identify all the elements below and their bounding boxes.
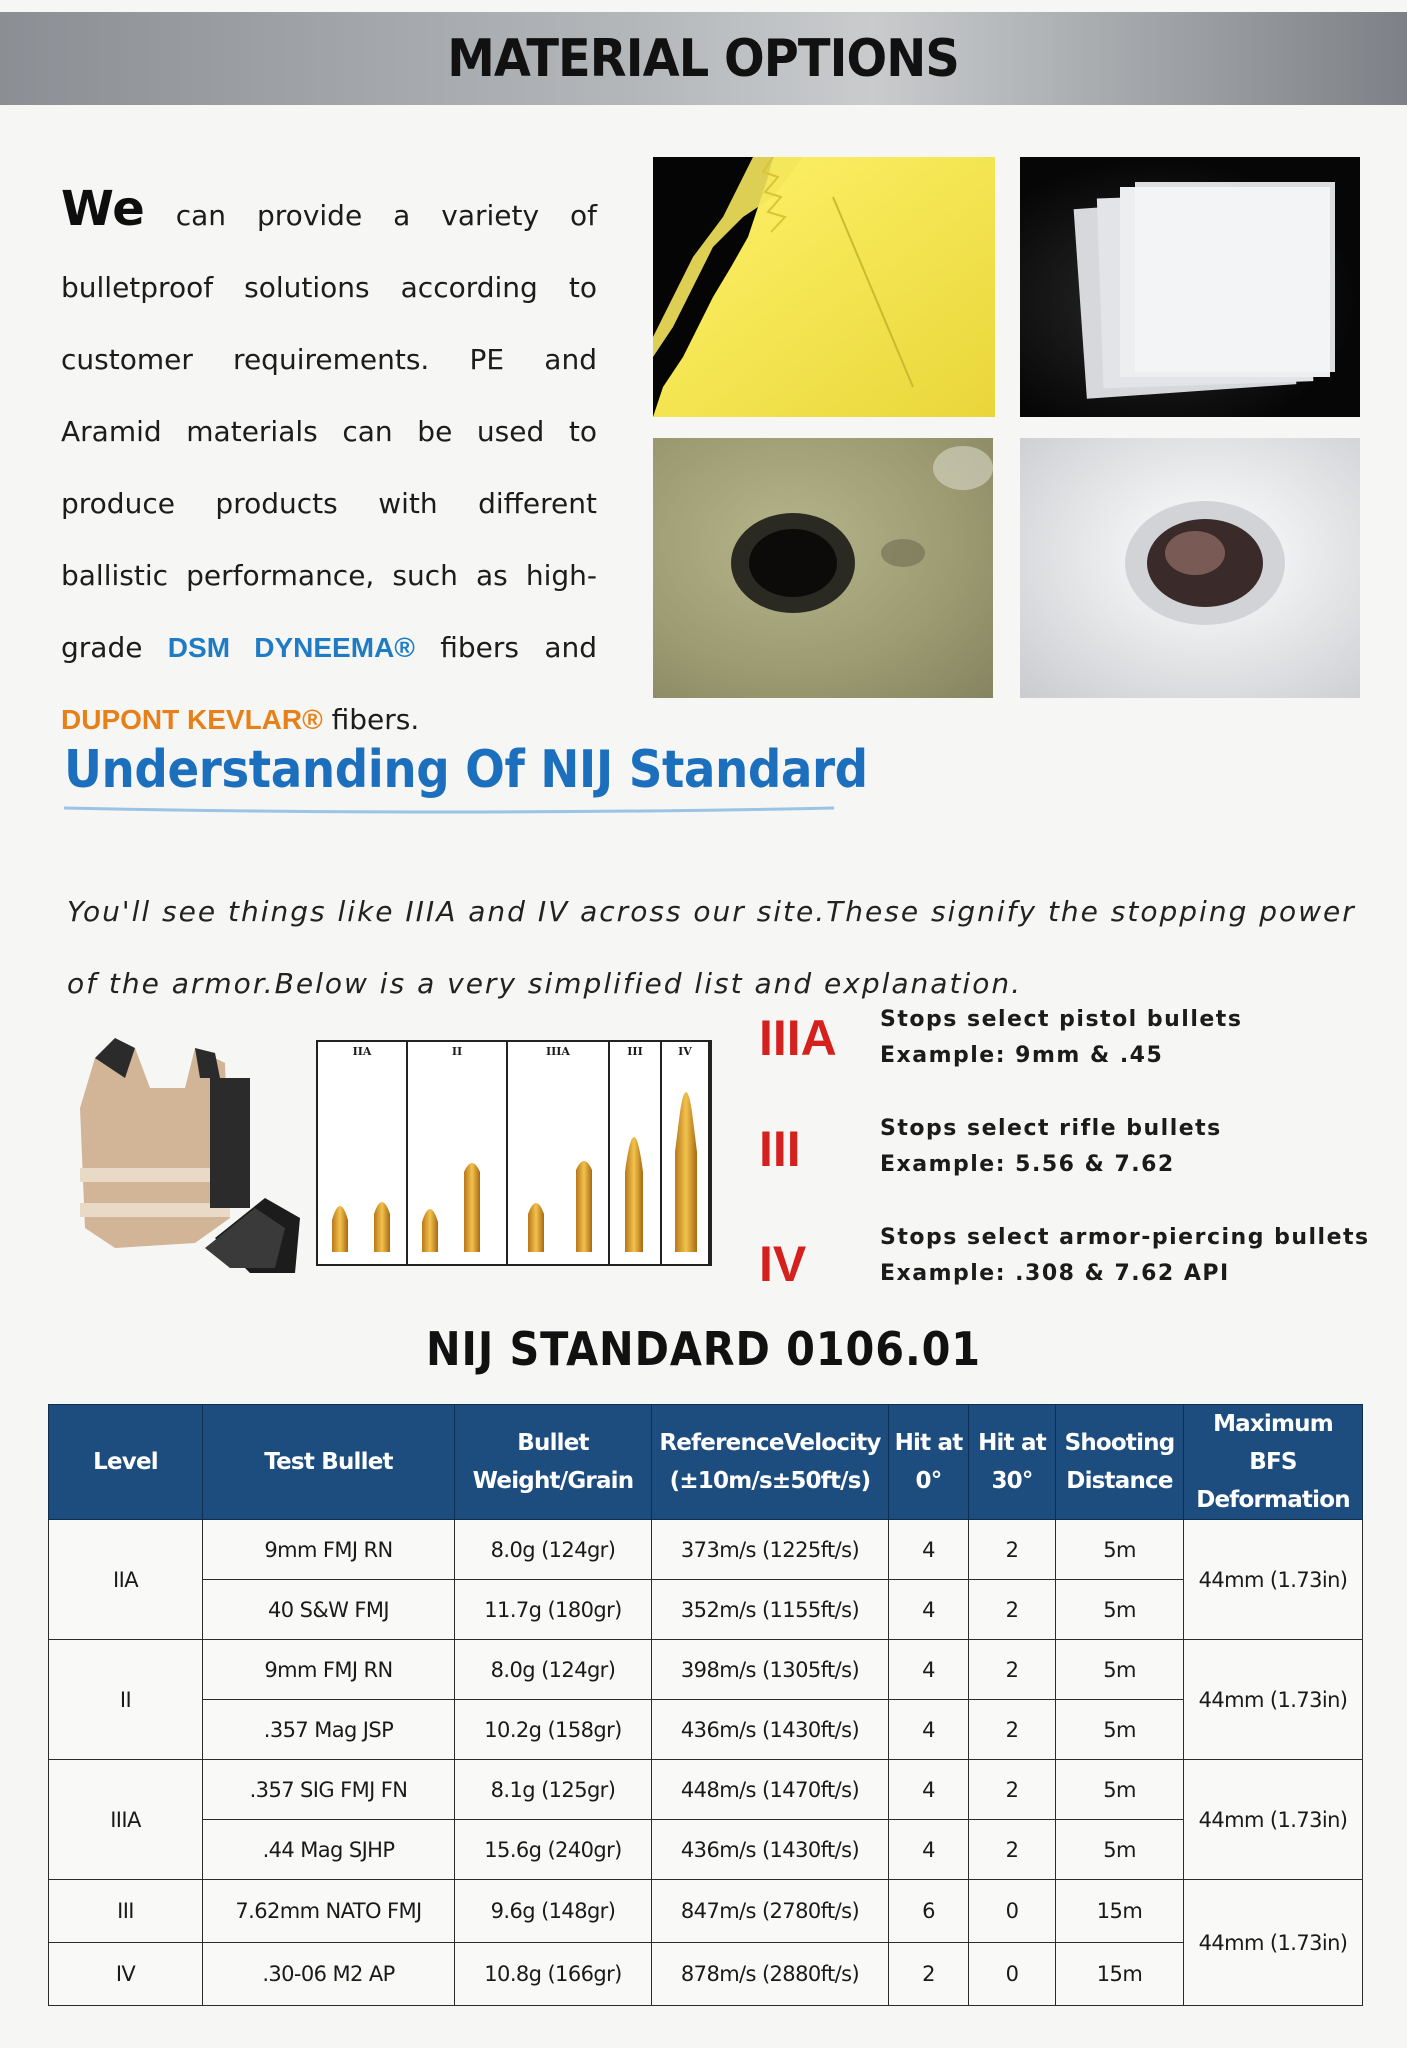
- velocity-cell: 436m/s (1430ft/s): [652, 1700, 889, 1760]
- hit30-cell: 2: [969, 1700, 1056, 1760]
- vest-illustration: [55, 1018, 305, 1278]
- intro-lead: We: [61, 181, 145, 237]
- bullet-cell: 7.62mm NATO FMJ: [203, 1880, 455, 1943]
- bullet-cell: .357 SIG FMJ FN: [203, 1760, 455, 1820]
- nij-standard-table: [48, 1404, 1363, 2006]
- weight-cell: 11.7g (180gr): [455, 1580, 652, 1640]
- weight-cell: 9.6g (148gr): [455, 1880, 652, 1943]
- velocity-cell: 847m/s (2780ft/s): [652, 1880, 889, 1943]
- weight-cell: 10.8g (166gr): [455, 1943, 652, 2006]
- intro-paragraph: [61, 173, 597, 756]
- header-hit-30: [969, 1405, 1056, 1520]
- table-row: [49, 1640, 1363, 1700]
- bullet-drawings: [318, 1042, 710, 1264]
- hit0-cell: 4: [889, 1580, 969, 1640]
- velocity-cell: 436m/s (1430ft/s): [652, 1820, 889, 1880]
- bullet-cell: 40 S&W FMJ: [203, 1580, 455, 1640]
- bullet-comparison-chart: [316, 1040, 712, 1266]
- header-label: Maximum BFS: [1213, 1411, 1333, 1475]
- distance-cell: 5m: [1056, 1520, 1184, 1580]
- pe-sheets-photo: [1020, 157, 1360, 417]
- page-title: MATERIAL OPTIONS: [447, 28, 960, 89]
- weight-cell: 10.2g (158gr): [455, 1700, 652, 1760]
- header-test-bullet: [203, 1405, 455, 1520]
- table-row: [49, 1760, 1363, 1820]
- velocity-cell: 398m/s (1305ft/s): [652, 1640, 889, 1700]
- hit30-cell: 0: [969, 1943, 1056, 2006]
- hit30-cell: 2: [969, 1640, 1056, 1700]
- nij-section-title: Understanding Of NIJ Standard: [64, 740, 868, 800]
- bullet-column-label: III: [627, 1045, 643, 1058]
- hit30-cell: 2: [969, 1760, 1056, 1820]
- bullet-cell: 9mm FMJ RN: [203, 1520, 455, 1580]
- level-desc-line: Stops select pistol bullets: [880, 1007, 1243, 1032]
- level-example-line: Example: 5.56 & 7.62: [880, 1152, 1175, 1177]
- level-cell: II: [49, 1640, 203, 1760]
- table-row: [49, 1880, 1363, 1943]
- table-row: [49, 1580, 1363, 1640]
- velocity-cell: 448m/s (1470ft/s): [652, 1760, 889, 1820]
- velocity-cell: 352m/s (1155ft/s): [652, 1580, 889, 1640]
- header-label: 30°: [991, 1468, 1033, 1494]
- table-row: [49, 1520, 1363, 1580]
- distance-cell: 5m: [1056, 1700, 1184, 1760]
- dsm-dyneema-highlight: DSM DYNEEMA®: [167, 632, 415, 663]
- header-label: Shooting: [1064, 1430, 1175, 1456]
- table-row: [49, 1943, 1363, 2006]
- hit30-cell: 2: [969, 1820, 1056, 1880]
- nij-description: You'll see things like IIIA and IV across our site.These signify the stopping power of the armor.Below is a very simplified list and explanation.: [67, 895, 1356, 1000]
- aramid-impact-photo: [653, 438, 993, 698]
- hit0-cell: 6: [889, 1880, 969, 1943]
- header-label: Distance: [1066, 1468, 1173, 1494]
- aramid-sheets-photo: [653, 157, 995, 417]
- standard-table-title: NIJ STANDARD 0106.01: [425, 1322, 982, 1376]
- table-row: [49, 1700, 1363, 1760]
- weight-cell: 8.0g (124gr): [455, 1520, 652, 1580]
- bfs-cell: 44mm (1.73in): [1184, 1760, 1363, 1880]
- title-underline: [64, 804, 834, 816]
- level-desc-iv: [880, 1220, 1370, 1292]
- header-label: (±10m/s±50ft/s): [669, 1468, 871, 1494]
- bfs-cell: 44mm (1.73in): [1184, 1640, 1363, 1760]
- level-cell: IIA: [49, 1520, 203, 1640]
- header-label: Hit at: [894, 1430, 963, 1456]
- bullet-cell: .30-06 M2 AP: [203, 1943, 455, 2006]
- level-desc-iii: [880, 1111, 1222, 1183]
- bullet-cell: .44 Mag SJHP: [203, 1820, 455, 1880]
- hit30-cell: 0: [969, 1880, 1056, 1943]
- hit30-cell: 2: [969, 1580, 1056, 1640]
- velocity-cell: 373m/s (1225ft/s): [652, 1520, 889, 1580]
- hit0-cell: 4: [889, 1520, 969, 1580]
- table-header-row: [49, 1405, 1363, 1520]
- dupont-kevlar-highlight: DUPONT KEVLAR®: [61, 704, 323, 735]
- weight-cell: 8.1g (125gr): [455, 1760, 652, 1820]
- bullet-column-label: II: [451, 1045, 463, 1058]
- level-cell: IV: [49, 1943, 203, 2006]
- bullet-cell: 9mm FMJ RN: [203, 1640, 455, 1700]
- pe-impact-photo: [1020, 438, 1360, 698]
- header-velocity: [652, 1405, 889, 1520]
- hit0-cell: 4: [889, 1760, 969, 1820]
- header-hit-0: [889, 1405, 969, 1520]
- distance-cell: 5m: [1056, 1760, 1184, 1820]
- distance-cell: 5m: [1056, 1580, 1184, 1640]
- velocity-cell: 878m/s (2880ft/s): [652, 1943, 889, 2006]
- weight-cell: 8.0g (124gr): [455, 1640, 652, 1700]
- header-bfs: [1184, 1405, 1363, 1520]
- bfs-cell: 44mm (1.73in): [1184, 1880, 1363, 2006]
- distance-cell: 5m: [1056, 1820, 1184, 1880]
- level-desc-line: Stops select rifle bullets: [880, 1116, 1222, 1141]
- header-weight: [455, 1405, 652, 1520]
- hit0-cell: 4: [889, 1820, 969, 1880]
- level-code-iv: IV: [759, 1236, 807, 1292]
- bullet-column-label: IIA: [352, 1045, 372, 1058]
- level-example-line: Example: .308 & 7.62 API: [880, 1261, 1230, 1286]
- level-example-line: Example: 9mm & .45: [880, 1043, 1164, 1068]
- header-label: Test Bullet: [264, 1449, 393, 1475]
- table-row: [49, 1820, 1363, 1880]
- weight-cell: 15.6g (240gr): [455, 1820, 652, 1880]
- level-desc-line: Stops select armor-piercing bullets: [880, 1225, 1370, 1250]
- header-label: 0°: [915, 1468, 942, 1494]
- intro-text-2: fibers and: [414, 631, 597, 664]
- hit0-cell: 4: [889, 1640, 969, 1700]
- level-desc-iiia: [880, 1002, 1242, 1074]
- level-code-iiia: IIIA: [759, 1010, 837, 1066]
- level-cell: III: [49, 1880, 203, 1943]
- bfs-cell: 44mm (1.73in): [1184, 1520, 1363, 1640]
- header-label: Level: [93, 1449, 158, 1475]
- header-label: Hit at: [978, 1430, 1046, 1456]
- hit0-cell: 4: [889, 1700, 969, 1760]
- intro-text-3: fibers.: [322, 703, 420, 736]
- header-label: Bullet: [517, 1430, 589, 1456]
- distance-cell: 15m: [1056, 1943, 1184, 2006]
- level-cell: IIIA: [49, 1760, 203, 1880]
- header-label: Weight/Grain: [472, 1468, 634, 1494]
- bullet-column-label: IIIA: [546, 1045, 570, 1058]
- header-band: [0, 12, 1407, 105]
- intro-text-1: can provide a variety of bulletproof solutions according to customer requirements. PE and Aramid materials can be used to produce products with different ballistic performance, such as high-grade: [61, 199, 597, 664]
- bullet-cell: .357 Mag JSP: [203, 1700, 455, 1760]
- header-label: Deformation: [1196, 1487, 1350, 1513]
- distance-cell: 15m: [1056, 1880, 1184, 1943]
- header-level: [49, 1405, 203, 1520]
- distance-cell: 5m: [1056, 1640, 1184, 1700]
- header-distance: [1056, 1405, 1184, 1520]
- bullet-column-label: IV: [678, 1045, 692, 1058]
- header-label: ReferenceVelocity: [659, 1430, 881, 1456]
- hit0-cell: 2: [889, 1943, 969, 2006]
- level-code-iii: III: [759, 1121, 801, 1177]
- hit30-cell: 2: [969, 1520, 1056, 1580]
